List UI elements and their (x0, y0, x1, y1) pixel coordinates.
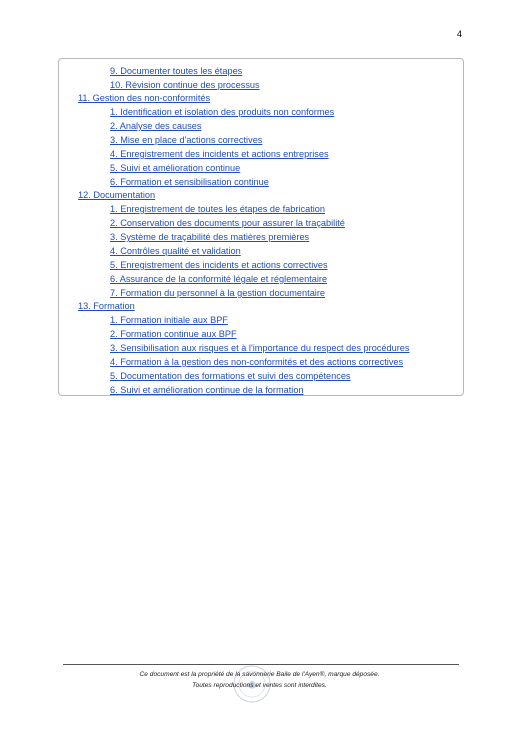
toc-link[interactable]: 1. Enregistrement de toutes les étapes de fabrication (110, 204, 326, 214)
page-number: 4 (456, 29, 462, 39)
toc-link[interactable]: 3. Mise en place d'actions correctives (110, 135, 263, 145)
footer-notice: Toutes reproductions et ventes sont interdites. (192, 682, 327, 689)
toc-section-link[interactable]: 13. Formation (78, 301, 135, 311)
toc-link[interactable]: 1. Identification et isolation des produits non conformes (110, 107, 335, 117)
toc-link[interactable]: 5. Suivi et amélioration continue (110, 163, 241, 173)
toc-link[interactable]: 5. Documentation des formations et suivi des compétences (110, 371, 351, 381)
toc-link[interactable]: 2. Analyse des causes (110, 121, 202, 131)
toc-link[interactable]: 4. Enregistrement des incidents et actions entreprises (110, 149, 329, 159)
toc-link[interactable]: 4. Contrôles qualité et validation (110, 246, 241, 256)
toc-section-link[interactable]: 11. Gestion des non-conformités (78, 93, 211, 103)
footer-copyright: Ce document est la propriété de la savonnerie Baile de l'Ayen®, marque déposée. (139, 671, 380, 678)
toc-link[interactable]: 4. Formation à la gestion des non-conformités et des actions correctives (110, 357, 404, 367)
toc-link[interactable]: 2. Conservation des documents pour assurer la traçabilité (110, 218, 345, 228)
toc-link[interactable]: 7. Formation du personnel à la gestion documentaire (110, 288, 326, 298)
toc-link[interactable]: 1. Formation initiale aux BPF (110, 315, 228, 325)
toc-link[interactable]: 6. Suivi et amélioration continue de la formation (110, 385, 304, 395)
table-of-contents (58, 58, 464, 396)
toc-link[interactable]: 10. Révision continue des processus (110, 80, 260, 90)
toc-link[interactable]: 6. Formation et sensibilisation continue (110, 177, 269, 187)
toc-link[interactable]: 3. Sensibilisation aux risques et à l'importance du respect des procédures (110, 343, 410, 353)
toc-link[interactable]: 6. Assurance de la conformité légale et réglementaire (110, 274, 328, 284)
toc-link[interactable]: 9. Documenter toutes les étapes (110, 66, 243, 76)
toc-link[interactable]: 2. Formation continue aux BPF (110, 329, 237, 339)
toc-section-link[interactable]: 12. Documentation (78, 190, 156, 200)
toc-link[interactable]: 5. Enregistrement des incidents et actions correctives (110, 260, 328, 270)
toc-link[interactable]: 3. Système de traçabilité des matières premières (110, 232, 310, 242)
